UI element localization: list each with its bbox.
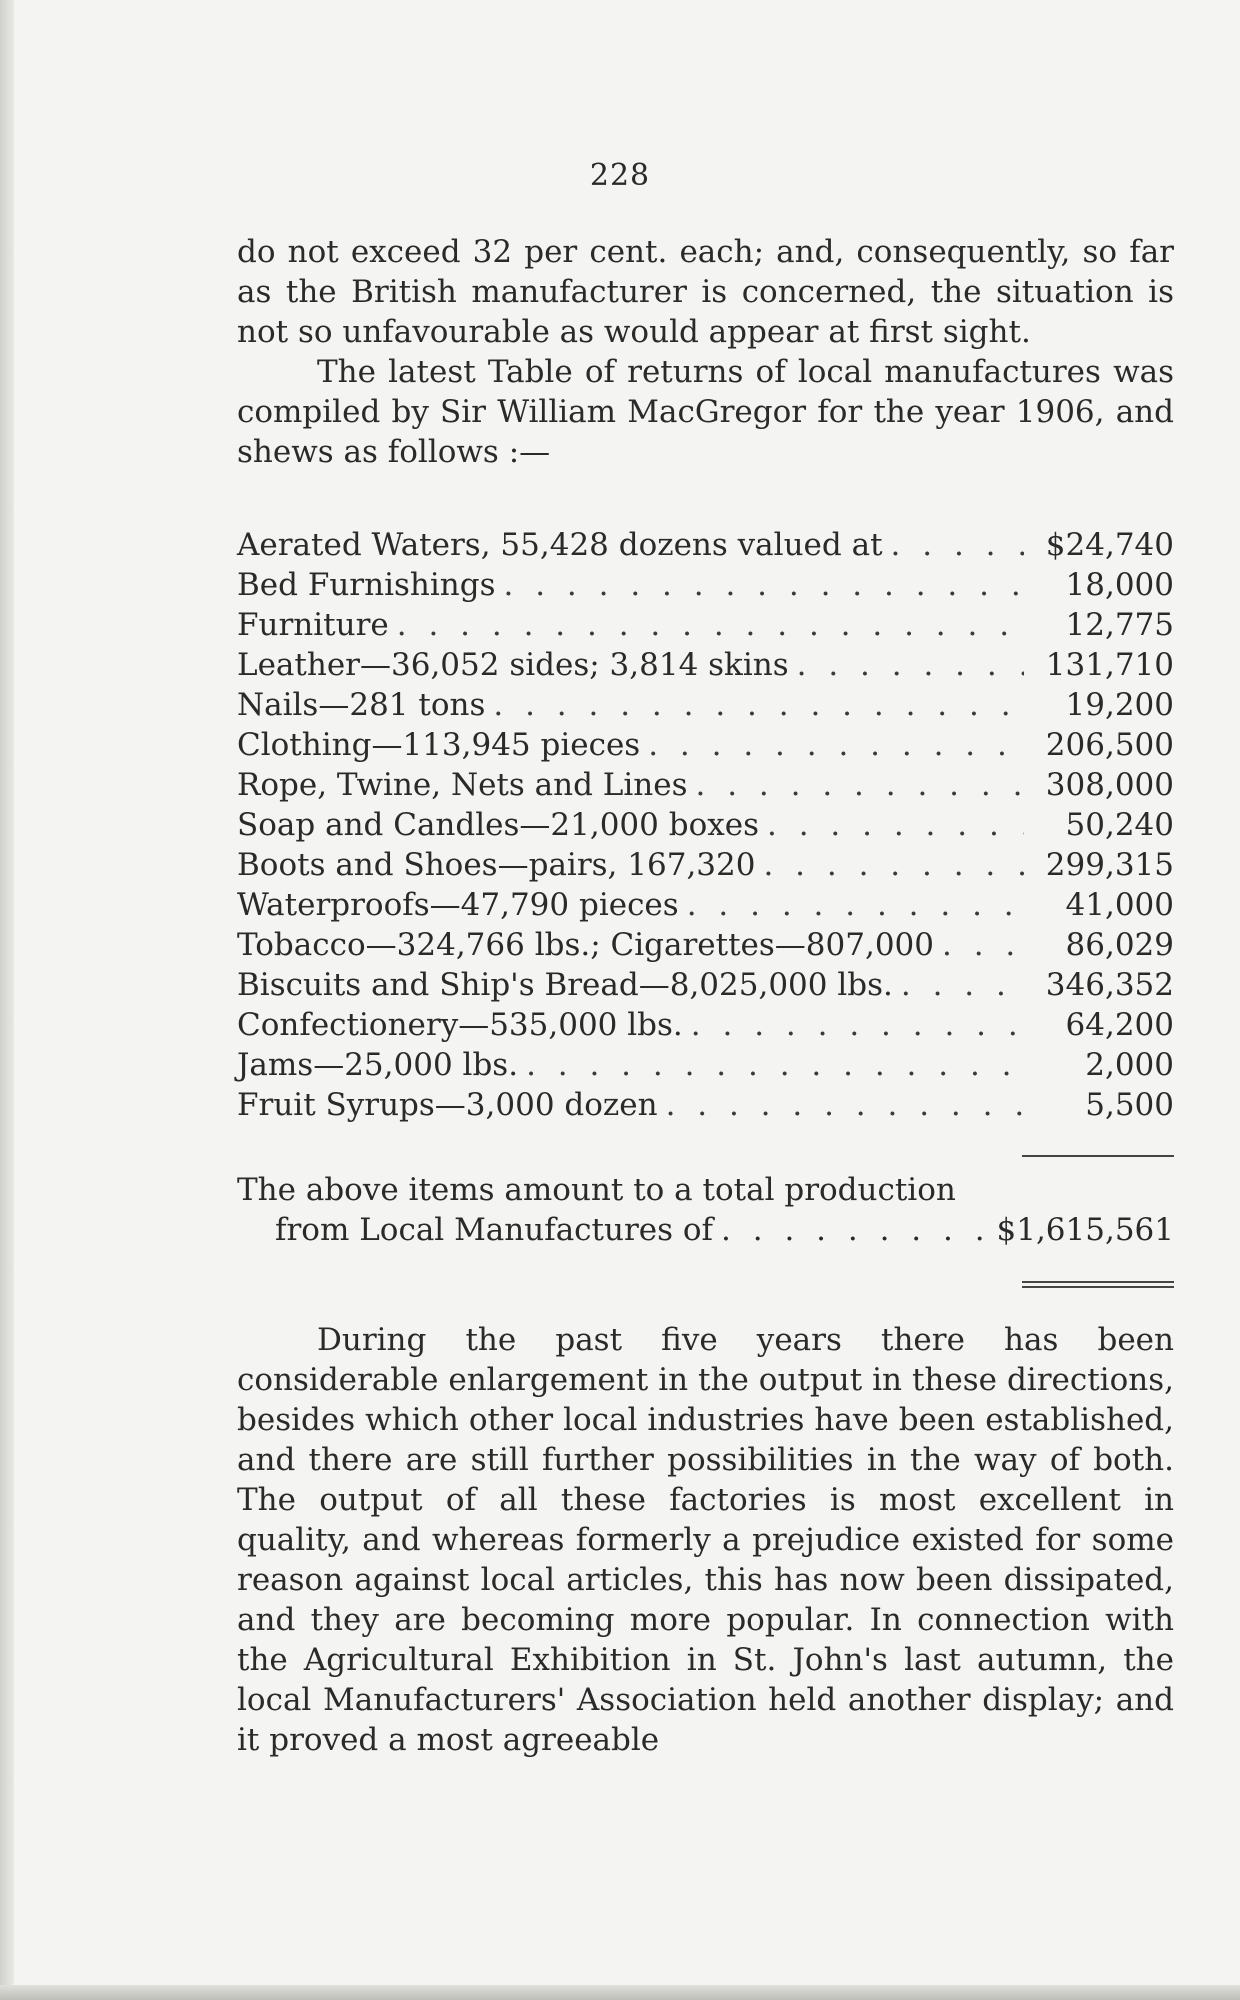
row-label: Aerated Waters, 55,428 dozens valued at [237, 527, 883, 563]
row-amount: 299,315 [1045, 847, 1174, 883]
row-amount: 18,000 [1065, 567, 1174, 603]
row-amount: 12,775 [1065, 607, 1174, 643]
row-label: Jams—25,000 lbs. [237, 1047, 519, 1083]
leader-dots [389, 605, 1024, 645]
leader-dots [934, 925, 1024, 965]
leader-dots [485, 685, 1024, 725]
row-amount: $24,740 [1045, 527, 1174, 563]
row-label: Fruit Syrups—3,000 dozen [237, 1087, 658, 1123]
table-row [237, 645, 1174, 685]
leader-dots [683, 1005, 1024, 1045]
table-row [237, 885, 1174, 925]
total-block [237, 1170, 1174, 1250]
row-label: Tobacco—324,766 lbs.; Cigarettes—807,000 [237, 927, 935, 963]
table-row [237, 925, 1174, 965]
table-row [237, 725, 1174, 765]
intro-text [237, 232, 1174, 472]
total-line-1: The above items amount to a total production [237, 1172, 956, 1208]
table-row [237, 605, 1174, 645]
sum-rule-bottom [1022, 1281, 1174, 1283]
total-line-2 [237, 1210, 1174, 1250]
table-row [237, 565, 1174, 605]
row-amount: 308,000 [1045, 767, 1174, 803]
row-label: Rope, Twine, Nets and Lines [237, 767, 688, 803]
leader-dots [893, 965, 1024, 1005]
row-label: Confectionery—535,000 lbs. [237, 1007, 683, 1043]
row-amount: 19,200 [1065, 687, 1174, 723]
leader-dots [789, 645, 1024, 685]
row-amount: 206,500 [1045, 727, 1174, 763]
closing-text [237, 1320, 1174, 1760]
leader-dots [496, 565, 1024, 605]
intro-paragraph-2: The latest Table of returns of local manufactures was compiled by Sir William MacGregor for the year 1906, and shews as follows :— [237, 354, 1174, 470]
sum-rule-top [1022, 1155, 1174, 1157]
sum-rule-bottom-double [1022, 1286, 1174, 1288]
leader-dots [679, 885, 1024, 925]
total-label: from Local Manufactures of [275, 1212, 714, 1248]
page-edge-left [0, 0, 14, 1985]
leader-dots [518, 1045, 1024, 1085]
row-amount: 2,000 [1085, 1047, 1174, 1083]
row-label: Leather—36,052 sides; 3,814 skins [237, 647, 789, 683]
intro-paragraph-1: do not exceed 32 per cent. each; and, consequently, so far as the British manufacturer is concerned, the situation is not so unfavourable as would appear at first sight. [237, 234, 1174, 350]
leader-dots [883, 525, 1024, 565]
row-amount: 64,200 [1065, 1007, 1174, 1043]
table-row [237, 685, 1174, 725]
leader-dots [755, 845, 1024, 885]
leader-dots [688, 765, 1025, 805]
leader-dots [658, 1085, 1024, 1125]
row-label: Biscuits and Ship's Bread—8,025,000 lbs. [237, 967, 893, 1003]
table-row [237, 765, 1174, 805]
table-row [237, 1045, 1174, 1085]
page-edge-bottom [0, 1985, 1240, 2000]
table-row [237, 965, 1174, 1005]
table-row [237, 1005, 1174, 1045]
row-amount: 346,352 [1045, 967, 1174, 1003]
closing-paragraph: During the past five years there has been considerable enlargement in the output in these directions, besides which other local industries have been established, and there are still further possibilities in the way of both. The output of all these factories is most excellent in quality, and whereas formerly a prejudice existed for some reason against local articles, this has now been dissipated, and they are becoming more popular. In connection with the Agricultural Exhibition in St. John's last autumn, the local Manufacturers' Association held another display; and it proved a most agreeable [237, 1322, 1174, 1758]
row-label: Soap and Candles—21,000 boxes [237, 807, 759, 843]
row-amount: 5,500 [1085, 1087, 1174, 1123]
table-row [237, 845, 1174, 885]
row-amount: 86,029 [1065, 927, 1174, 963]
row-label: Nails—281 tons [237, 687, 486, 723]
table-row [237, 805, 1174, 845]
leader-dots [759, 805, 1024, 845]
leader-dots [713, 1210, 996, 1250]
manufactures-table [237, 525, 1174, 1125]
row-label: Clothing—113,945 pieces [237, 727, 641, 763]
page-number: 228 [589, 158, 651, 193]
row-label: Bed Furnishings [237, 567, 496, 603]
row-label: Waterproofs—47,790 pieces [237, 887, 679, 923]
table-row [237, 1085, 1174, 1125]
row-label: Boots and Shoes—pairs, 167,320 [237, 847, 756, 883]
total-amount: $1,615,561 [996, 1212, 1174, 1248]
row-label: Furniture [237, 607, 389, 643]
row-amount: 50,240 [1065, 807, 1174, 843]
row-amount: 131,710 [1045, 647, 1174, 683]
table-row [237, 525, 1174, 565]
row-amount: 41,000 [1065, 887, 1174, 923]
leader-dots [640, 725, 1024, 765]
